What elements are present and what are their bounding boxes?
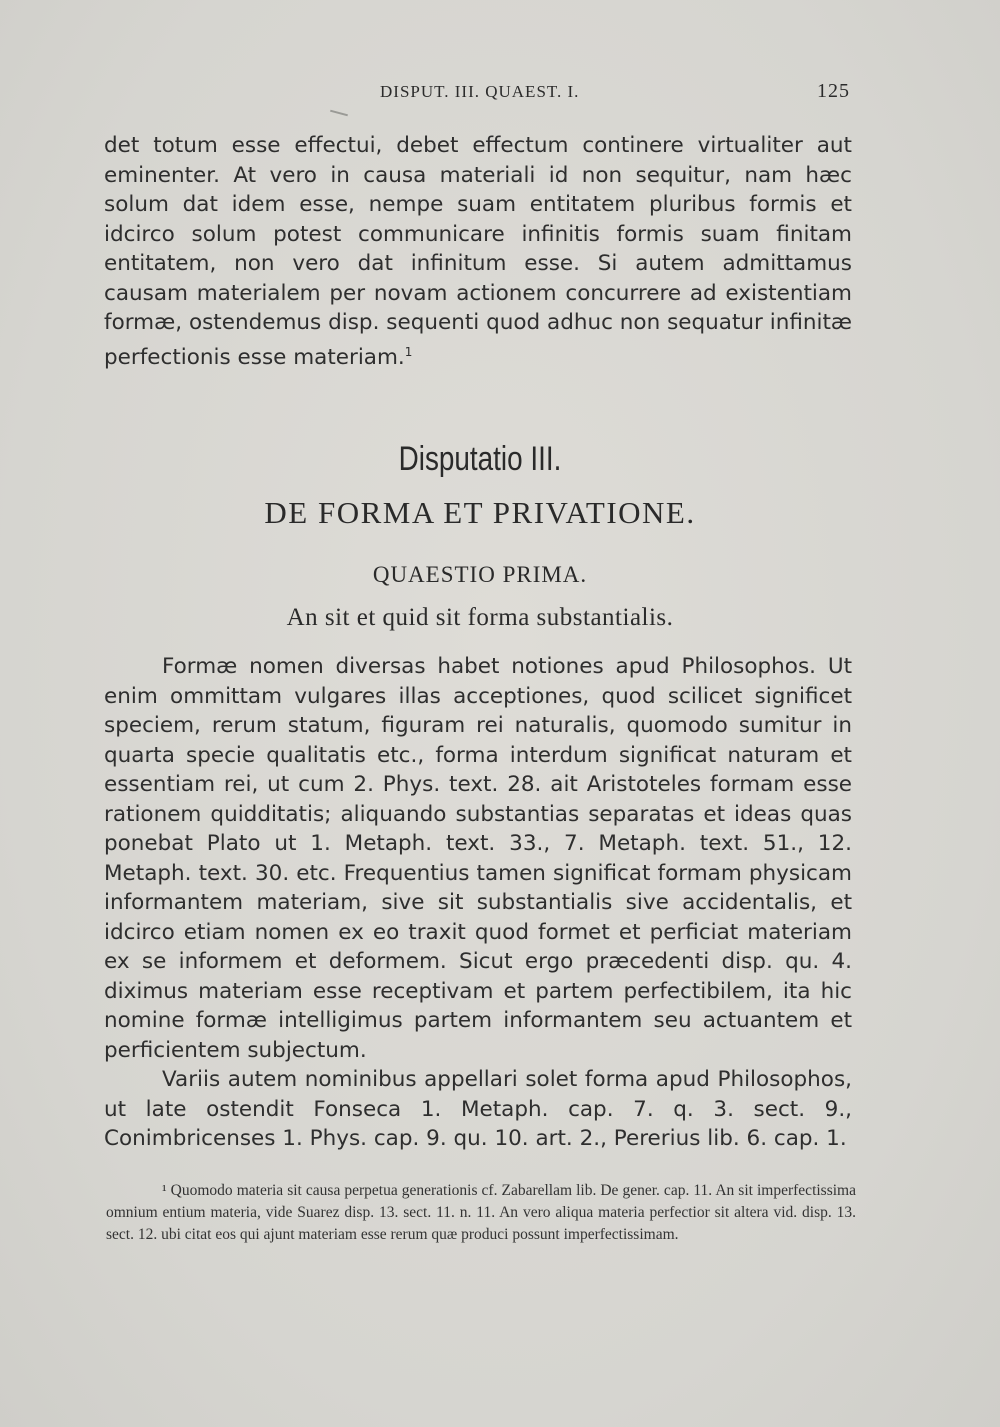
running-head-title: DISPUT. III. QUAEST. I.	[380, 82, 580, 101]
ink-mark	[330, 110, 348, 117]
continued-paragraph	[104, 131, 852, 372]
body-paragraph: Variis autem nominibus appellari solet forma apud Philosophos, ut late ostendit Fonseca 1. Metaph. cap. 7. q. 3. sect. 9., Conimbricenses 1. Phys. cap. 9. qu. 10. art. 2., Pererius lib. 6. cap. 1.	[104, 1067, 852, 1151]
quaestio-title: An sit et quid sit forma substantialis.	[286, 604, 674, 631]
footnotes	[106, 1180, 856, 1246]
footnote-marker: 1	[404, 344, 413, 359]
disputation-title: Disputatio III.	[398, 440, 562, 478]
disputation-subtitle: DE FORMA ET PRIVATIONE.	[264, 495, 696, 530]
running-head	[100, 80, 850, 108]
page-number: 125	[817, 80, 850, 102]
body-paragraph: Formæ nomen diversas habet notiones apud Philosophos. Ut enim ommittam vulgares illas acceptiones, quod scilicet significet speciem, rerum statum, figuram rei naturalis, quomodo sumitur in quarta specie qualitatis etc., forma interdum significat naturam et essentiam rei, ut cum 2. Phys. text. 28. ait Aristoteles formam esse rationem quidditatis; aliquando substantias separatas et ideas quas ponebat Plato ut 1. Metaph. text. 33., 7. Metaph. text. 51., 12. Metaph. text. 30. etc. Frequentius tamen significat formam physicam informantem materiam, sive sit substantialis sive accidentalis, et idcirco etiam nomen ex eo traxit quod formet et perficiat materiam ex se informem et deformem. Sicut ergo præcedenti disp. qu. 4. diximus materiam esse receptivam et partem perfectibilem, ita hic nomine formæ intelligimus partem informantem seu actuantem et perficientem subjectum.	[104, 654, 852, 1063]
footnote-text: ¹ Quomodo materia sit causa perpetua generationis cf. Zabarellam lib. De gener. cap. 11. An sit imperfectissima omnium entium materia, vide Suarez disp. 13. sect. 11. n. 11. An vero aliqua materia perfectior sit altera vid. disp. 13. sect. 12. ubi citat eos qui ajunt materiam esse rerum quæ produci possunt imperfectissimam.	[106, 1182, 856, 1243]
continued-paragraph-text: det totum esse effectui, debet effectum continere virtualiter aut eminenter. At vero in causa materiali id non sequitur, nam hæc solum dat idem esse, nempe suam entitatem pluribus formis et idcirco solum potest communicare infinitis formis suam finitam entitatem, non vero dat infinitum esse. Si autem admittamus causam materialem per novam actionem concurrere ad existentiam formæ, ostendemus disp. sequenti quod adhuc non sequatur infinitæ perfectionis esse materiam.	[104, 133, 852, 370]
body-text	[104, 652, 852, 1154]
quaestio-label: QUAESTIO PRIMA.	[372, 562, 588, 587]
